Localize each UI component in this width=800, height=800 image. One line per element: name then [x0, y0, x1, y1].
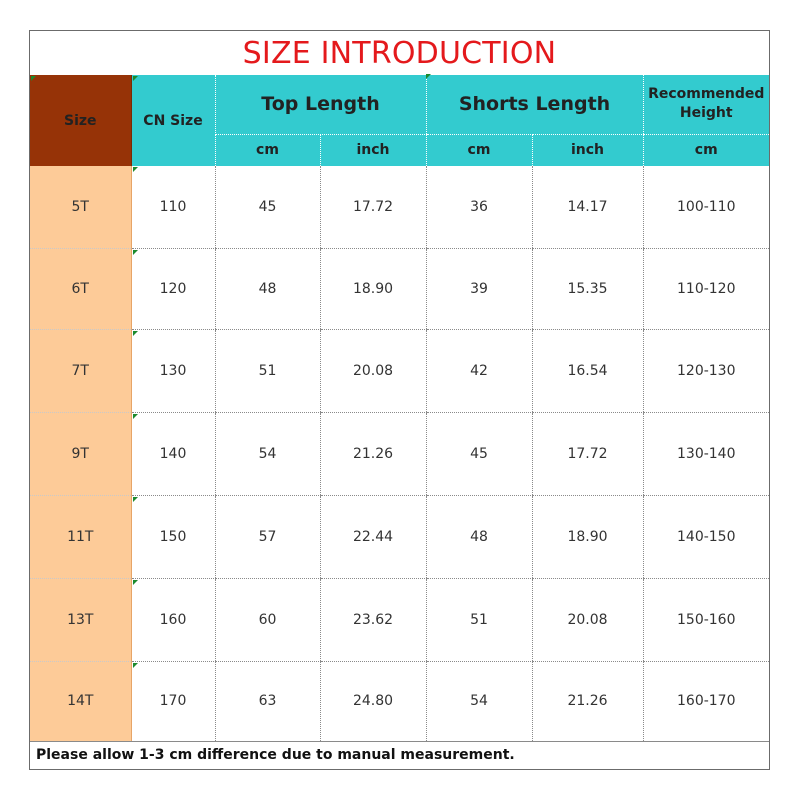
cell-shorts-cm: 54 — [426, 661, 532, 741]
header-recommended-line2: Height — [679, 105, 733, 122]
cell-top-cm: 57 — [215, 495, 320, 578]
cell-height: 140-150 — [643, 495, 769, 578]
cell-size: 14T — [30, 661, 131, 741]
chart-title: SIZE INTRODUCTION — [242, 35, 557, 71]
table-row — [30, 412, 769, 495]
cell-cn-size — [131, 578, 215, 661]
cell-size: 9T — [30, 412, 131, 495]
cell-top-cm: 54 — [215, 412, 320, 495]
cell-top-inch: 20.08 — [320, 329, 426, 412]
cell-shorts-cm: 36 — [426, 166, 532, 248]
cell-cn-size-value: 170 — [159, 693, 187, 709]
cell-cn-size — [131, 248, 215, 329]
header-top-length — [215, 75, 426, 134]
header-size — [30, 75, 131, 166]
cell-top-cm: 51 — [215, 329, 320, 412]
cell-height: 160-170 — [643, 661, 769, 741]
cell-cn-size-value: 160 — [159, 611, 187, 628]
corner-marker-icon — [133, 580, 138, 585]
header-shorts-length — [426, 75, 643, 134]
cell-cn-size-value: 110 — [159, 198, 187, 215]
header-recommended-height — [643, 75, 769, 134]
cell-cn-size-value: 130 — [159, 362, 187, 379]
cell-cn-size-value: 140 — [159, 445, 187, 462]
corner-marker-icon — [133, 414, 138, 419]
corner-marker-icon — [133, 497, 138, 502]
measurement-note: Please allow 1-3 cm difference due to manual measurement. — [30, 741, 769, 769]
cell-height: 120-130 — [643, 329, 769, 412]
corner-marker-icon — [133, 167, 138, 172]
cell-size: 13T — [30, 578, 131, 661]
header-top-inch: inch — [320, 134, 426, 166]
table-row — [30, 329, 769, 412]
cell-shorts-inch: 14.17 — [532, 166, 643, 248]
cell-cn-size — [131, 329, 215, 412]
corner-marker-icon — [133, 250, 138, 255]
cell-cn-size — [131, 166, 215, 248]
cell-height: 110-120 — [643, 248, 769, 329]
cell-size: 6T — [30, 248, 131, 329]
cell-top-inch: 24.80 — [320, 661, 426, 741]
cell-height: 130-140 — [643, 412, 769, 495]
cell-cn-size-value: 150 — [159, 528, 187, 545]
cell-top-inch: 17.72 — [320, 166, 426, 248]
header-recommended-line1: Recommended — [648, 86, 765, 103]
cell-top-cm: 63 — [215, 661, 320, 741]
size-chart-frame — [29, 30, 770, 770]
header-height-cm: cm — [643, 134, 769, 166]
cell-size: 7T — [30, 329, 131, 412]
cell-top-inch: 23.62 — [320, 578, 426, 661]
cell-height: 150-160 — [643, 578, 769, 661]
size-table — [30, 75, 769, 769]
cell-shorts-cm: 48 — [426, 495, 532, 578]
header-size-label: Size — [63, 112, 97, 129]
header-shorts-cm: cm — [426, 134, 532, 166]
cell-shorts-cm: 45 — [426, 412, 532, 495]
cell-height: 100-110 — [643, 166, 769, 248]
cell-shorts-inch: 16.54 — [532, 329, 643, 412]
cell-top-cm: 45 — [215, 166, 320, 248]
cell-top-inch: 18.90 — [320, 248, 426, 329]
corner-marker-icon — [133, 76, 138, 81]
header-top-length-label: Top Length — [261, 93, 380, 116]
cell-shorts-inch: 20.08 — [532, 578, 643, 661]
cell-size: 5T — [30, 166, 131, 248]
cell-shorts-inch: 15.35 — [532, 248, 643, 329]
table-row — [30, 248, 769, 329]
corner-marker-icon — [133, 663, 138, 668]
cell-shorts-cm: 39 — [426, 248, 532, 329]
header-shorts-inch: inch — [532, 134, 643, 166]
cell-top-cm: 60 — [215, 578, 320, 661]
table-row — [30, 578, 769, 661]
cell-top-inch: 22.44 — [320, 495, 426, 578]
cell-top-inch: 21.26 — [320, 412, 426, 495]
cell-cn-size — [131, 495, 215, 578]
corner-marker-icon — [426, 74, 431, 79]
cell-shorts-inch: 18.90 — [532, 495, 643, 578]
cell-size: 11T — [30, 495, 131, 578]
cell-shorts-cm: 51 — [426, 578, 532, 661]
cell-shorts-inch: 21.26 — [532, 661, 643, 741]
cell-shorts-cm: 42 — [426, 329, 532, 412]
corner-marker-icon — [31, 76, 36, 81]
cell-cn-size-value: 120 — [159, 280, 187, 297]
header-top-cm: cm — [215, 134, 320, 166]
cell-top-cm: 48 — [215, 248, 320, 329]
table-row — [30, 166, 769, 248]
cell-shorts-inch: 17.72 — [532, 412, 643, 495]
cell-cn-size — [131, 412, 215, 495]
table-row — [30, 661, 769, 741]
header-cn-size-label: CN Size — [143, 112, 203, 129]
corner-marker-icon — [133, 331, 138, 336]
cell-cn-size — [131, 661, 215, 741]
header-shorts-length-label: Shorts Length — [458, 93, 611, 116]
header-cn-size — [131, 75, 215, 166]
table-row — [30, 495, 769, 578]
